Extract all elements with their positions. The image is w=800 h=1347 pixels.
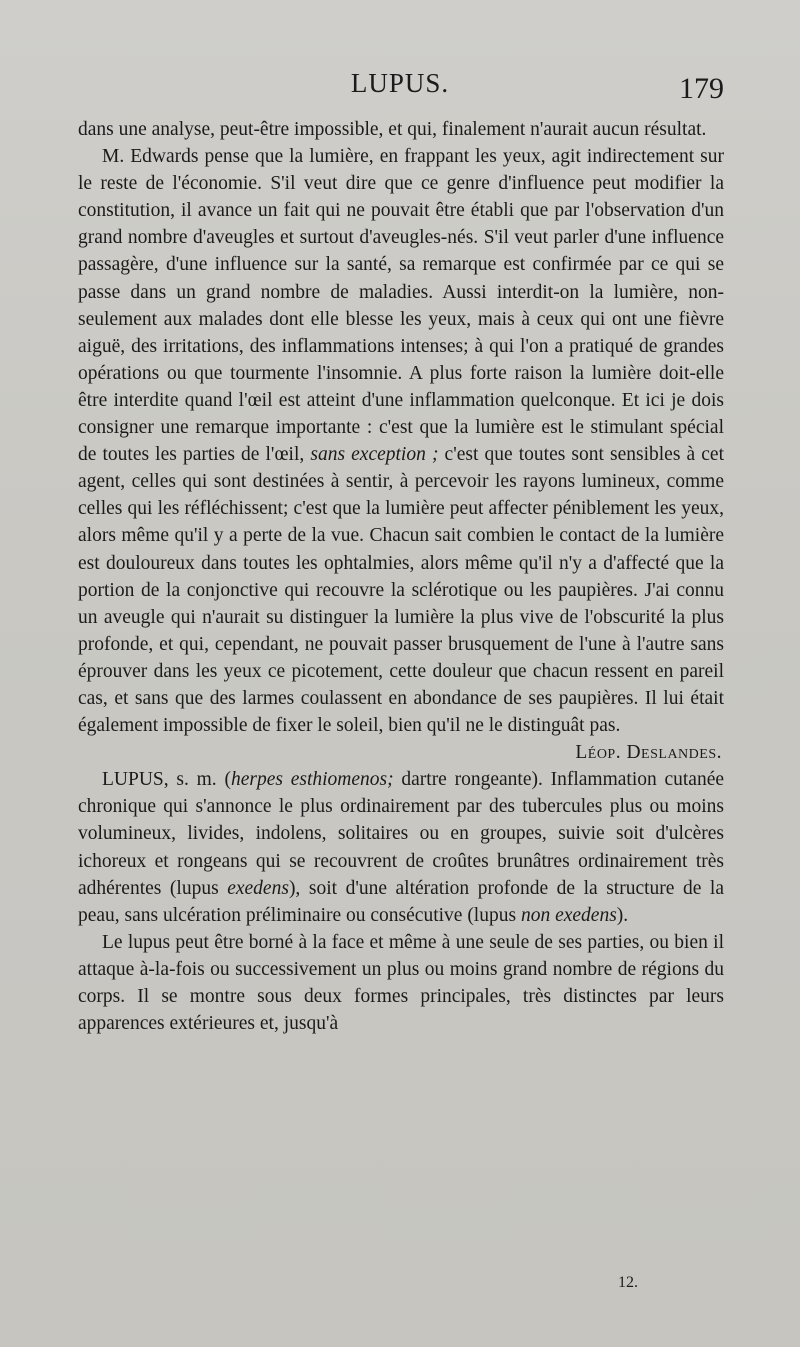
paragraph-continuation: dans une analyse, peut-être impossible, et qui, finalement n'aurait aucun résultat.: [78, 119, 707, 140]
author-signature: Léop. Deslandes.: [575, 742, 722, 764]
body-text: [78, 116, 724, 1037]
paragraph-edwards-text-2: c'est que toutes sont sensibles à cet agent, celles qui sont destinées à sentir, à percevoir les rayons lumineux, comme celles qui les réfléchissent; c'est que la lumière peut affecter péniblement les yeux, alors même qu'il y a perte de la vue. Chacun sait combien le contact de la lumière est douloureux dans toutes les ophtalmies, alors même qu'il n'y a d'affecté que la portion de la conjonctive qui recouvre la sclérotique ou les paupières. J'ai connu un aveugle qui n'aurait su distinguer la lumière la plus vive de l'obscurité la plus profonde, et qui, cependant, ne pouvait passer brusquement de l'une à l'autre sans éprouver dans les yeux ce picotement, cette douleur que chacun ressent en pareil cas, et sans que des larmes coulassent en abondance de ses paupières. Il lui était également impossible de fixer le soleil, bien qu'il ne le distinguât pas.: [78, 444, 724, 737]
italic-herpes: herpes esthiomenos;: [230, 769, 394, 791]
running-head: [0, 68, 800, 108]
entry-abbreviation: s. m.: [176, 769, 217, 791]
italic-sans-exception: sans exception ;: [310, 444, 439, 466]
paragraph-lupus-definition: [78, 766, 724, 929]
lupus-definition-text-1: dartre rongeante). Inflammation cutanée chronique qui s'annonce le plus ordinairement par des tubercules plus ou moins volumineux, livides, indolens, solitaires ou en groupes, suivie soit d'ulcères ichoreux et rongeans qui se recouvrent de croûtes brunâtres ordinairement très adhérentes (lupus: [78, 769, 725, 899]
entry-headword: LUPUS,: [102, 769, 169, 791]
paren-open: (: [224, 769, 231, 791]
page-number: 179: [679, 72, 724, 105]
signature-mark: 12.: [618, 1274, 638, 1291]
paragraph-edwards-text-1: M. Edwards pense que la lumière, en frappant les yeux, agit indirectement sur le reste de l'économie. S'il veut dire que ce genre d'influence peut modifier la constitution, il avance un fait qui ne pouvait être établi que par l'observation d'un grand nombre d'aveugles et surtout d'aveugles-nés. S'il veut parler d'une influence passagère, d'une influence sur la santé, sa remarque est confirmée par ce qui se passe dans un grand nombre de maladies. Aussi interdit-on la lumière, non-seulement aux malades dont elle blesse les yeux, mais à ceux qui ont une fièvre aiguë, des irritations, des inflammations intenses; à qui l'on a pratiqué de grandes opérations ou que tourmente l'insomnie. A plus forte raison la lumière doit-elle être interdite quand l'œil est atteint d'une inflammation quelconque. Et ici je dois consigner une remarque importante : c'est que la lumière est le stimulant spécial de toutes les parties de l'œil,: [78, 146, 724, 466]
italic-exedens: exedens: [227, 877, 289, 899]
lupus-definition-text-2: ), soit d'une altération profonde de la structure de la peau, sans ulcération préliminaire ou consécutive (lupus: [78, 877, 724, 926]
paragraph-lupus-forms: Le lupus peut être borné à la face et même à une seule de ses parties, ou bien il attaque à-la-fois ou successivement un plus ou moins grand nombre de régions du corps. Il se montre sous deux formes principales, très distinctes par leurs apparences extérieures et, jusqu'à: [78, 931, 724, 1035]
running-title: LUPUS.: [350, 68, 450, 98]
italic-non-exedens: non exedens: [520, 904, 617, 926]
paragraph-edwards: [78, 143, 724, 739]
lupus-definition-text-3: ).: [616, 904, 629, 926]
